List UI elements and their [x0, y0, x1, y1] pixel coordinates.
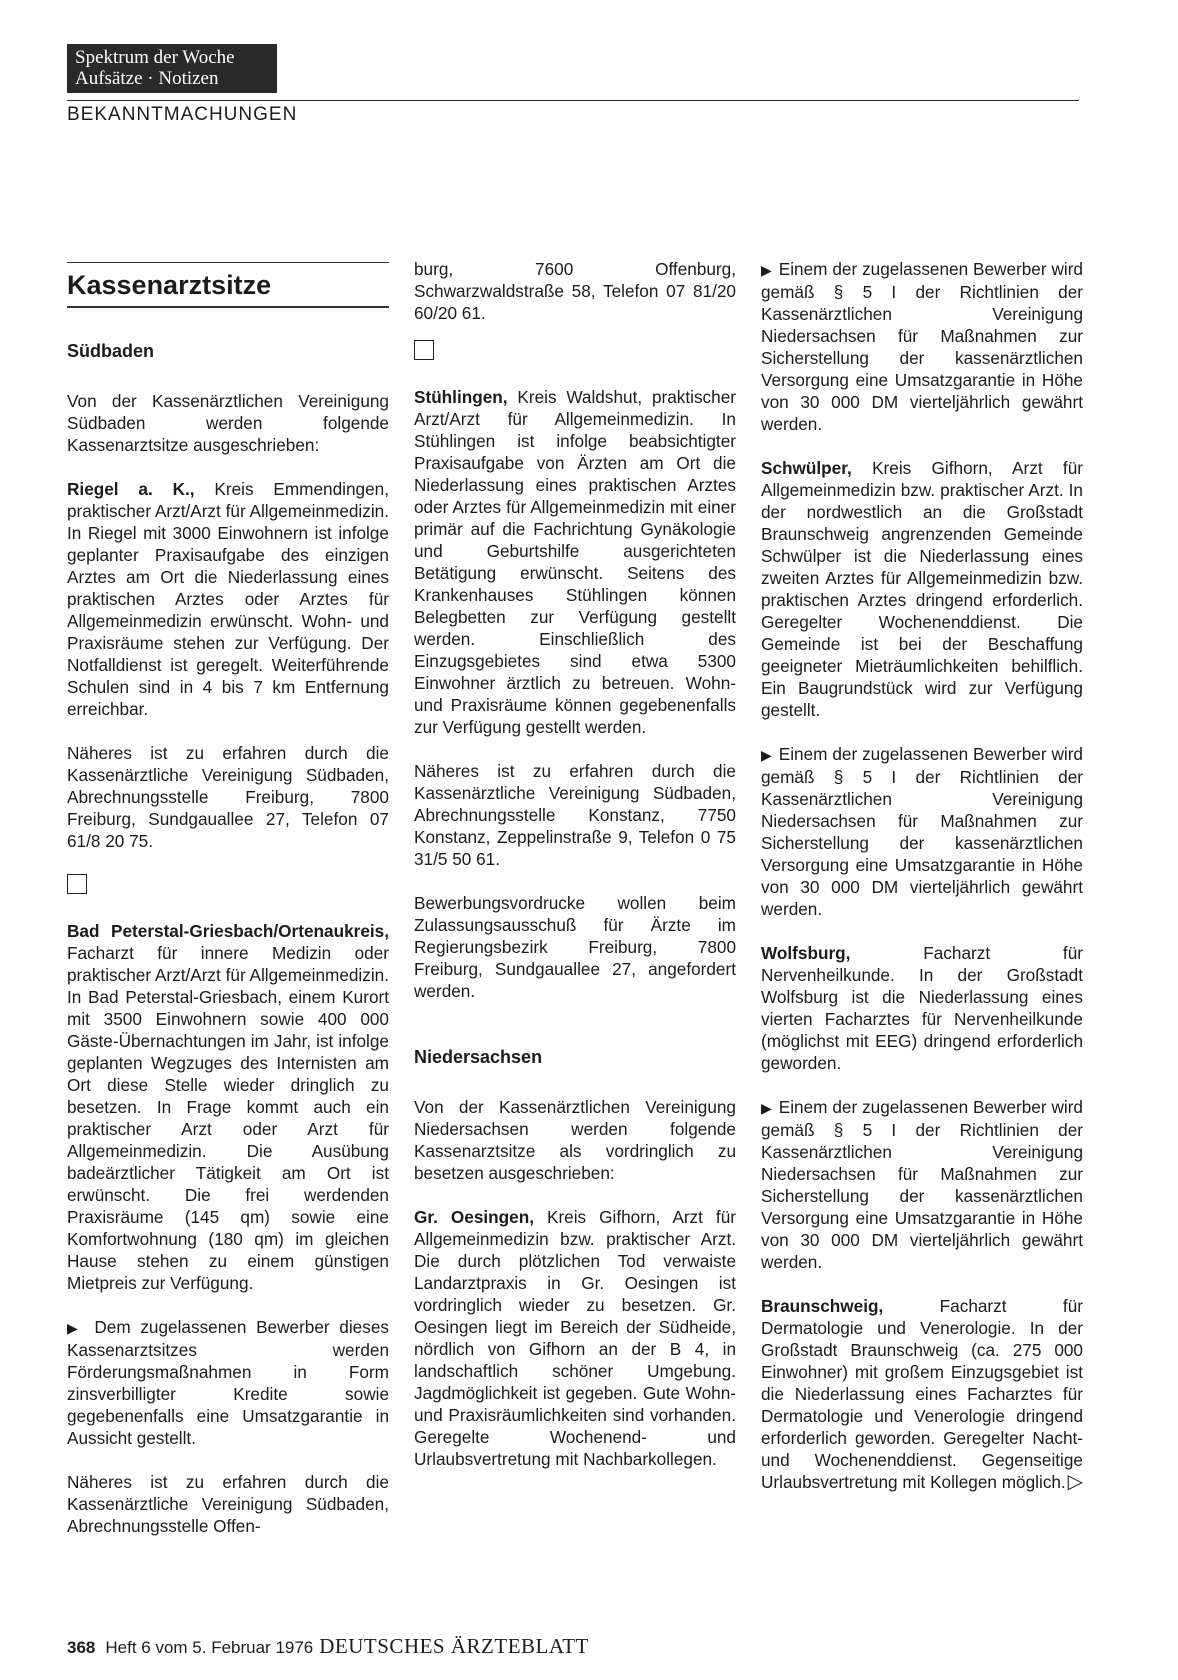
- listing-place: Schwülper,: [761, 458, 852, 478]
- continued-arrow-icon: ▷: [1067, 1471, 1083, 1493]
- triangle-bullet-icon: ▶: [761, 262, 772, 278]
- column-3: [761, 258, 1083, 1515]
- paragraph: Von der Kassenärztlichen Vereinigung Südbaden werden folgende Kassenarztsitze ausgeschrieben:: [67, 391, 389, 455]
- separator-square-icon: [67, 874, 87, 894]
- listing-place: Gr. Oesingen,: [414, 1207, 534, 1227]
- paragraph: burg, 7600 Offenburg, Schwarzwaldstraße 58, Telefon 07 81/20 60/20 61.: [414, 259, 736, 323]
- column-2: [414, 258, 736, 1492]
- column-1: [67, 258, 389, 1559]
- listing-text: Facharzt für Nervenheilkunde. In der Großstadt Wolfsburg ist die Niederlassung eines vierten Facharztes für Nervenheilkunde (möglichst mit EEG) dringend erforderlich geworden.: [761, 943, 1083, 1073]
- paragraph-note: [761, 743, 1083, 920]
- triangle-bullet-icon: ▶: [67, 1320, 83, 1336]
- listing-text: Kreis Waldshut, praktischer Arzt/Arzt für Allgemeinmedizin. In Stühlingen ist infolge beabsichtigter Praxisaufgabe von Ärzten am Ort die Niederlassung eines praktischen Arztes oder Arztes für Allgemeinmedizin mit einer primär auf die Fachrichtung Gynäkologie und Geburtshilfe ausgerichteten Betätigung erwünscht. Seitens des Krankenhauses Stühlingen können Belegbetten zur Verfügung gestellt werden. Einschließlich des Einzugsgebietes sind etwa 5300 Einwohner ärztlich zu betreuen. Wohn- und Praxisräume können gegebenenfalls zur Verfügung gestellt werden.: [414, 387, 736, 737]
- triangle-bullet-icon: ▶: [761, 747, 772, 763]
- paragraph-note: [67, 1316, 389, 1449]
- listing-stuehlingen: [414, 386, 736, 738]
- article-title: Kassenarztsitze: [67, 270, 272, 300]
- header-line-2: Aufsätze · Notizen: [75, 68, 219, 89]
- page-number: 368: [67, 1638, 96, 1657]
- listing-braunschweig: [761, 1295, 1083, 1493]
- paragraph-note: [761, 258, 1083, 435]
- note-text: Einem der zugelassenen Bewerber wird gemäß § 5 I der Richtlinien der Kassenärztlichen Vereinigung Niedersachsen für Maßnahmen zur Sicherstellung der kassenärztlichen Versorgung eine Umsatzgarantie in Höhe von 30 000 DM vierteljährlich gewährt werden.: [761, 259, 1083, 434]
- note-text: Einem der zugelassenen Bewerber wird gemäß § 5 I der Richtlinien der Kassenärztlichen Vereinigung Niedersachsen für Maßnahmen zur Sicherstellung der kassenärztlichen Versorgung eine Umsatzgarantie in Höhe von 30 000 DM vierteljährlich gewährt werden.: [761, 1097, 1083, 1272]
- subheading-niedersachsen: Niedersachsen: [414, 1047, 543, 1067]
- listing-bad-peterstal: [67, 920, 389, 1294]
- issue-info: Heft 6 vom 5. Februar 1976: [105, 1638, 314, 1657]
- page-footer: [67, 1634, 589, 1659]
- paragraph: Näheres ist zu erfahren durch die Kassenärztliche Vereinigung Südbaden, Abrechnungsstelle Offen-: [67, 1472, 389, 1536]
- listing-text: Facharzt für innere Medizin oder praktischer Arzt/Arzt für Allgemeinmedizin. In Bad Peterstal-Griesbach, einem Kurort mit 3500 Einwohnern sowie 400 000 Gäste-Übernachtungen im Jahr, ist infolge geplanten Wegzuges des Internisten am Ort diese Stelle wieder dringlich zu besetzen. In Frage kommt auch ein praktischer Arzt oder Arzt für Allgemeinmedizin. Die Ausübung badeärztlicher Tätigkeit am Ort ist erwünscht. Die frei werdenden Praxisräume (145 qm) sowie eine Komfortwohnung (180 qm) im gleichen Hause stehen zu einem günstigen Mietpreis zur Verfügung.: [67, 943, 389, 1293]
- paragraph-note: [761, 1096, 1083, 1273]
- listing-text: Kreis Gifhorn, Arzt für Allgemeinmedizin bzw. praktischer Arzt. Die durch plötzlichen Tod verwaiste Landarztpraxis in Gr. Oesingen ist vordringlich wieder zu besetzen. Gr. Oesingen liegt im Bereich der Südheide, nördlich von Gifhorn an der B 4, in landschaftlich schöner Umgebung. Jagdmöglichkeit ist gegeben. Gute Wohn- und Praxisräumlichkeiten sind vorhanden. Geregelte Wochenend- und Urlaubsvertretung mit Nachbarkollegen.: [414, 1207, 736, 1469]
- subheading-suedbaden: Südbaden: [67, 341, 155, 361]
- magazine-name: DEUTSCHES ÄRZTEBLATT: [319, 1634, 589, 1658]
- paragraph: Näheres ist zu erfahren durch die Kassenärztliche Vereinigung Südbaden, Abrechnungsstelle Freiburg, 7800 Freiburg, Sundgauallee 27, Telefon 07 61/8 20 75.: [67, 743, 389, 851]
- section-label: BEKANNTMACHUNGEN: [67, 104, 298, 125]
- listing-place: Riegel a. K.,: [67, 479, 195, 499]
- separator-square-icon: [414, 340, 434, 360]
- header-rule: [67, 100, 1079, 101]
- section-header-box: [67, 44, 277, 93]
- listing-text: Kreis Emmendingen, praktischer Arzt/Arzt für Allgemeinmedizin. In Riegel mit 3000 Einwohnern ist infolge geplanter Praxisaufgabe des einzigen Arztes am Ort die Niederlassung eines praktischen Arztes oder Arztes für Allgemeinmedizin erwünscht. Wohn- und Praxisräume stehen zur Verfügung. Der Notfalldienst ist geregelt. Weiterführende Schulen sind in 4 bis 7 km Entfernung erreichbar.: [67, 479, 389, 719]
- note-text: Einem der zugelassenen Bewerber wird gemäß § 5 I der Richtlinien der Kassenärztlichen Vereinigung Niedersachsen für Maßnahmen zur Sicherstellung der kassenärztlichen Versorgung eine Umsatzgarantie in Höhe von 30 000 DM vierteljährlich gewährt werden.: [761, 744, 1083, 919]
- paragraph: Von der Kassenärztlichen Vereinigung Niedersachsen werden folgende Kassenarztsitze als vordringlich zu besetzen ausgeschrieben:: [414, 1097, 736, 1183]
- note-text: Dem zugelassenen Bewerber dieses Kassenarztsitzes werden Förderungsmaßnahmen in Form zinsverbilligter Kredite sowie gegebenenfalls eine Umsatzgarantie in Aussicht gestellt.: [67, 1317, 389, 1448]
- listing-riegel: [67, 478, 389, 720]
- paragraph: Näheres ist zu erfahren durch die Kassenärztliche Vereinigung Südbaden, Abrechnungsstelle Konstanz, 7750 Konstanz, Zeppelinstraße 9, Telefon 0 75 31/5 50 61.: [414, 761, 736, 869]
- listing-place: Stühlingen,: [414, 387, 508, 407]
- listing-gr-oesingen: [414, 1206, 736, 1470]
- paragraph: Bewerbungsvordrucke wollen beim Zulassungsausschuß für Ärzte im Regierungsbezirk Freiburg, 7800 Freiburg, Sundgauallee 27, angefordert werden.: [414, 893, 736, 1001]
- listing-place: Bad Peterstal-Griesbach/Ortenaukreis,: [67, 921, 389, 941]
- listing-place: Braunschweig,: [761, 1296, 884, 1316]
- triangle-bullet-icon: ▶: [761, 1100, 772, 1116]
- listing-schwuelper: [761, 457, 1083, 721]
- listing-text: Kreis Gifhorn, Arzt für Allgemeinmedizin bzw. praktischer Arzt. In der nordwestlich an die Großstadt Braunschweig angrenzenden Gemeinde Schwülper ist die Niederlassung eines zweiten Arztes für Allgemeinmedizin bzw. praktischen Arztes dringend erforderlich. Geregelter Wochenenddienst. Die Gemeinde ist bei der Beschaffung geeigneter Mieträumlichkeiten behilflich. Ein Baugrundstück wird zur Verfügung gestellt.: [761, 458, 1083, 720]
- listing-text: Facharzt für Dermatologie und Venerologie. In der Großstadt Braunschweig (ca. 275 000 Einwohner) mit großem Einzugsgebiet ist die Niederlassung eines Facharztes für Dermatologie und Venerologie dringend erforderlich geworden. Geregelter Nacht- und Wochenenddienst. Gegenseitige Urlaubsvertretung mit Kollegen möglich.: [761, 1296, 1083, 1492]
- listing-place: Wolfsburg,: [761, 943, 851, 963]
- listing-wolfsburg: [761, 942, 1083, 1074]
- title-frame: [67, 262, 389, 308]
- header-line-1: Spektrum der Woche: [75, 47, 235, 68]
